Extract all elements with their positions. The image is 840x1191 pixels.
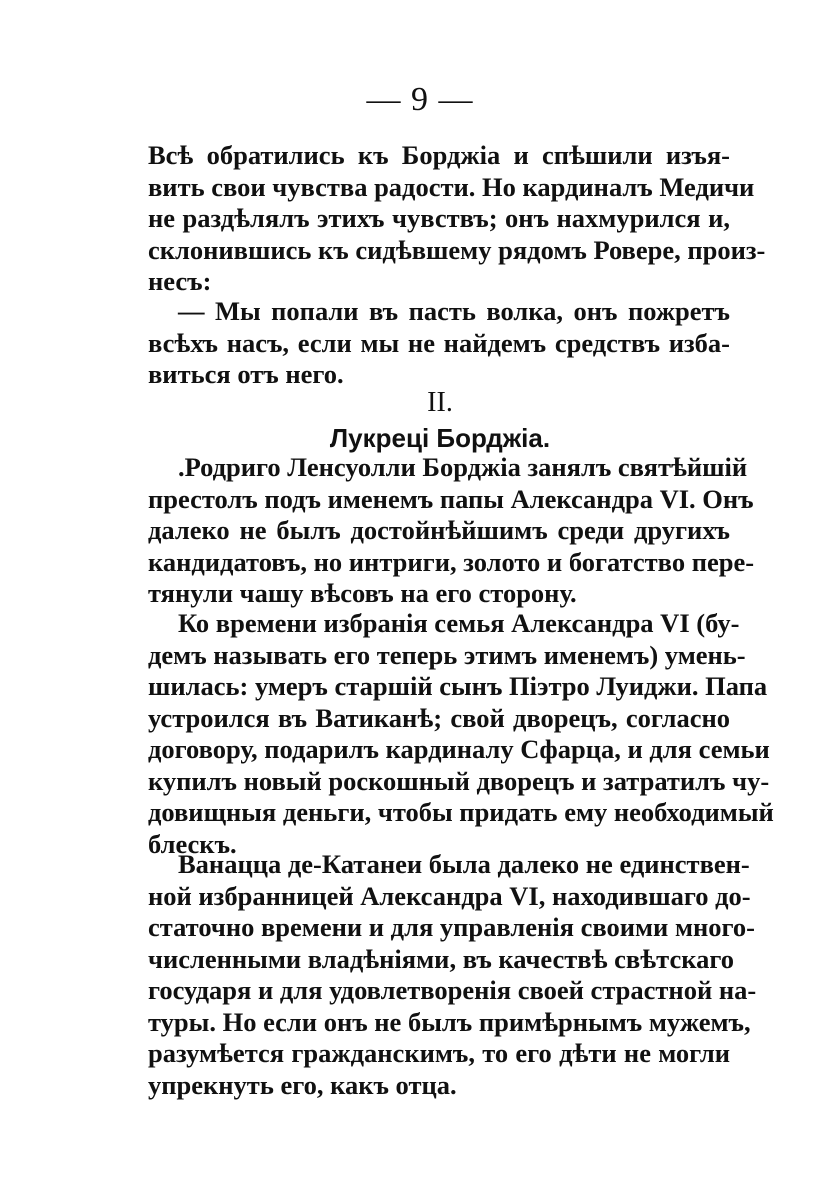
text-line: несъ: <box>148 266 212 296</box>
paragraph <box>148 849 757 1101</box>
paragraph <box>148 296 730 391</box>
text-line: ной избранницей Александра VI, находившаго до- <box>148 880 751 911</box>
text-line: кандидатовъ, но интриги, золото и богатство пере- <box>148 546 755 577</box>
text-line: престолъ подъ именемъ папы Александра VI. Онъ <box>148 483 754 514</box>
text-line: вить свои чувства радости. Но кардиналъ Медичи <box>148 171 755 202</box>
text-line: договору, подарилъ кардиналу Сфарца, и для семьи <box>148 734 770 764</box>
text-line: демъ называть его теперь этимъ именемъ) умень- <box>148 639 746 670</box>
text-line: — Мы попали въ пасть волка, онъ пожретъ <box>178 296 730 326</box>
text-line: разумѣется гражданскимъ, то его дѣти не могли <box>148 1038 730 1068</box>
text-line: блескъ. <box>148 828 237 859</box>
page-number: — 9 — <box>366 81 474 118</box>
text-line: государя и для удовлетворенія своей страстной на- <box>148 975 757 1005</box>
text-line: упрекнуть его, какъ отца. <box>148 1069 457 1100</box>
text-line: виться отъ него. <box>148 359 344 389</box>
text-line: Ванацца де-Катанеи была далеко не единствен- <box>178 849 750 879</box>
text-line: купилъ новый роскошный дворецъ и затратилъ чу- <box>148 765 770 796</box>
paragraph <box>148 452 755 610</box>
text-line: численными владѣніями, въ качествѣ свѣтскаго <box>148 943 734 974</box>
text-line: склонившись къ сидѣвшему рядомъ Ровере, произ- <box>148 234 766 265</box>
text-line: Всѣ обратились къ Борджіа и спѣшили изъя- <box>148 140 730 170</box>
chapter-number: II. <box>427 387 453 418</box>
text-line: туры. Но если онъ не былъ примѣрнымъ мужемъ, <box>148 1006 751 1037</box>
paragraph <box>148 140 766 298</box>
paragraph <box>148 608 774 860</box>
chapter-title: Лукреці Борджіа. <box>329 423 551 453</box>
text-line: далеко не былъ достойнѣйшимъ среди другихъ <box>148 515 730 545</box>
text-line: всѣхъ насъ, если мы не найдемъ средствъ изба- <box>148 327 730 358</box>
text-line: шилась: умеръ старшій сынъ Піэтро Луиджи. Папа <box>148 671 768 701</box>
text-line: статочно времени и для управленія своими много- <box>148 912 755 942</box>
text-line: довищныя деньги, чтобы придать ему необходимый <box>148 797 774 827</box>
text-line: Ко времени избранія семья Александра VI (бу- <box>178 608 740 638</box>
text-line: .Родриго Ленсуолли Борджіа занялъ святѣйшій <box>178 452 748 482</box>
text-line: не раздѣлялъ этихъ чувствъ; онъ нахмурился и, <box>148 203 730 233</box>
text-line: тянули чашу вѣсовъ на его сторону. <box>148 578 577 608</box>
text-line: устроился въ Ватиканѣ; свой дворецъ, согласно <box>148 702 730 733</box>
